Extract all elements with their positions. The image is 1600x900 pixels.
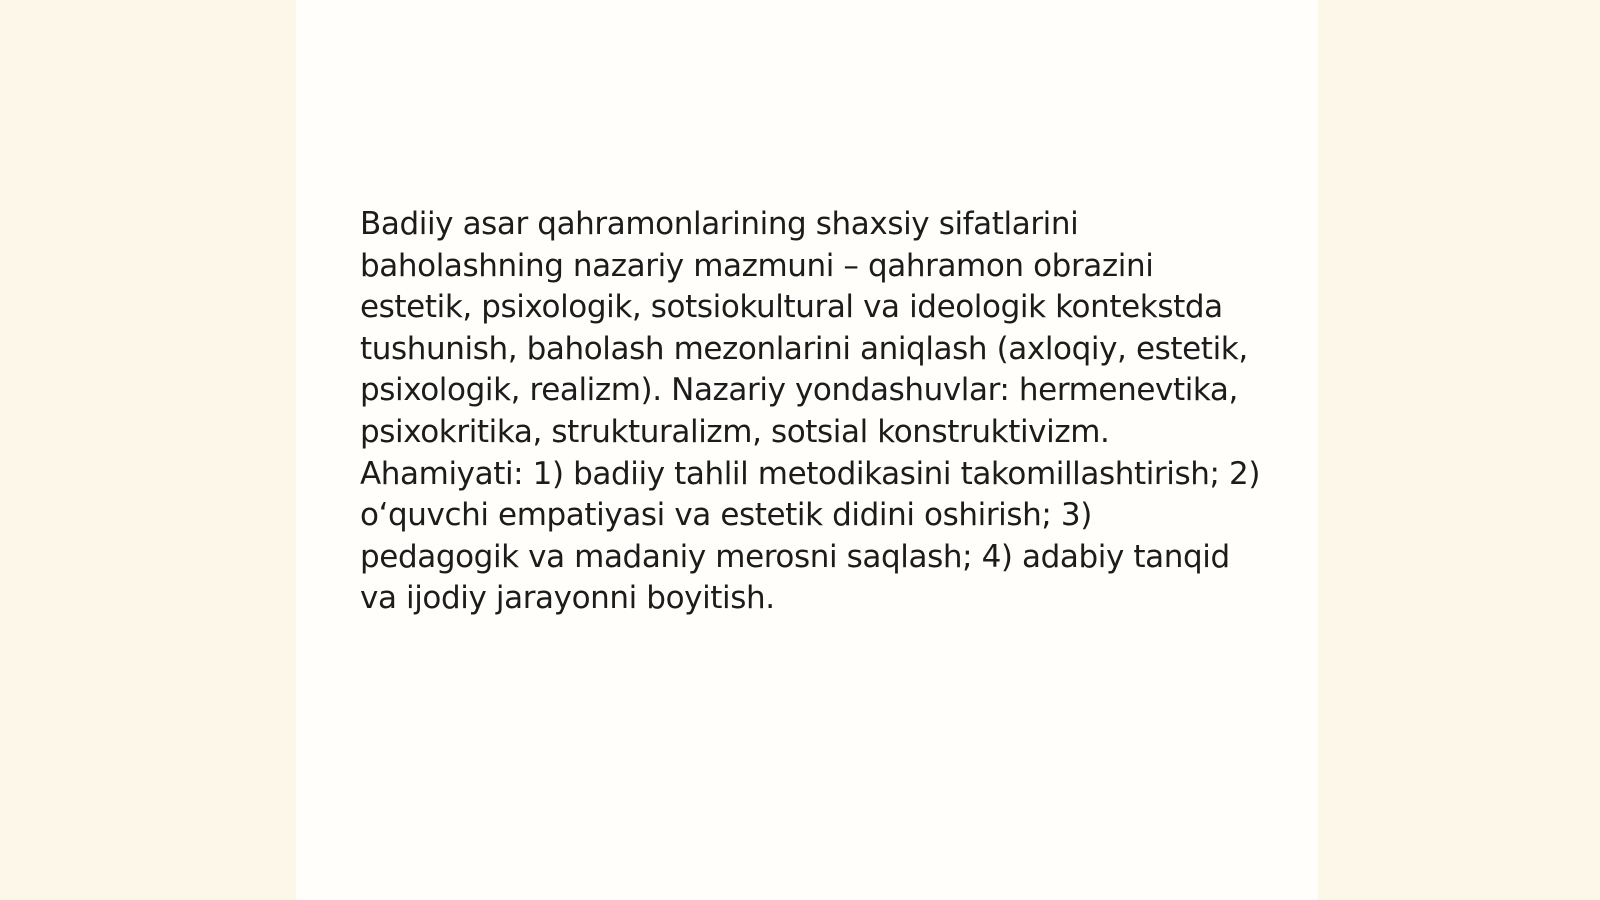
body-paragraph: Badiiy asar qahramonlarining shaxsiy sifatlarini baholashning nazariy mazmuni – qahramon obrazini estetik, psixologik, sotsiokultural va ideologik kontekstda tushunish, baholash mezonlarini aniqlash (axloqiy, estetik, psixologik, realizm). Nazariy yondashuvlar: hermenevtika, psixokritika, strukturalizm, sotsial konstruktivizm. Ahamiyati: 1) badiiy tahlil metodikasini takomillashtirish; 2) oʻquvchi empatiyasi va estetik didini oshirish; 3) pedagogik va madaniy merosni saqlash; 4) adabiy tanqid va ijodiy jarayonni boyitish. (360, 206, 1261, 617)
document-page (296, 0, 1318, 900)
